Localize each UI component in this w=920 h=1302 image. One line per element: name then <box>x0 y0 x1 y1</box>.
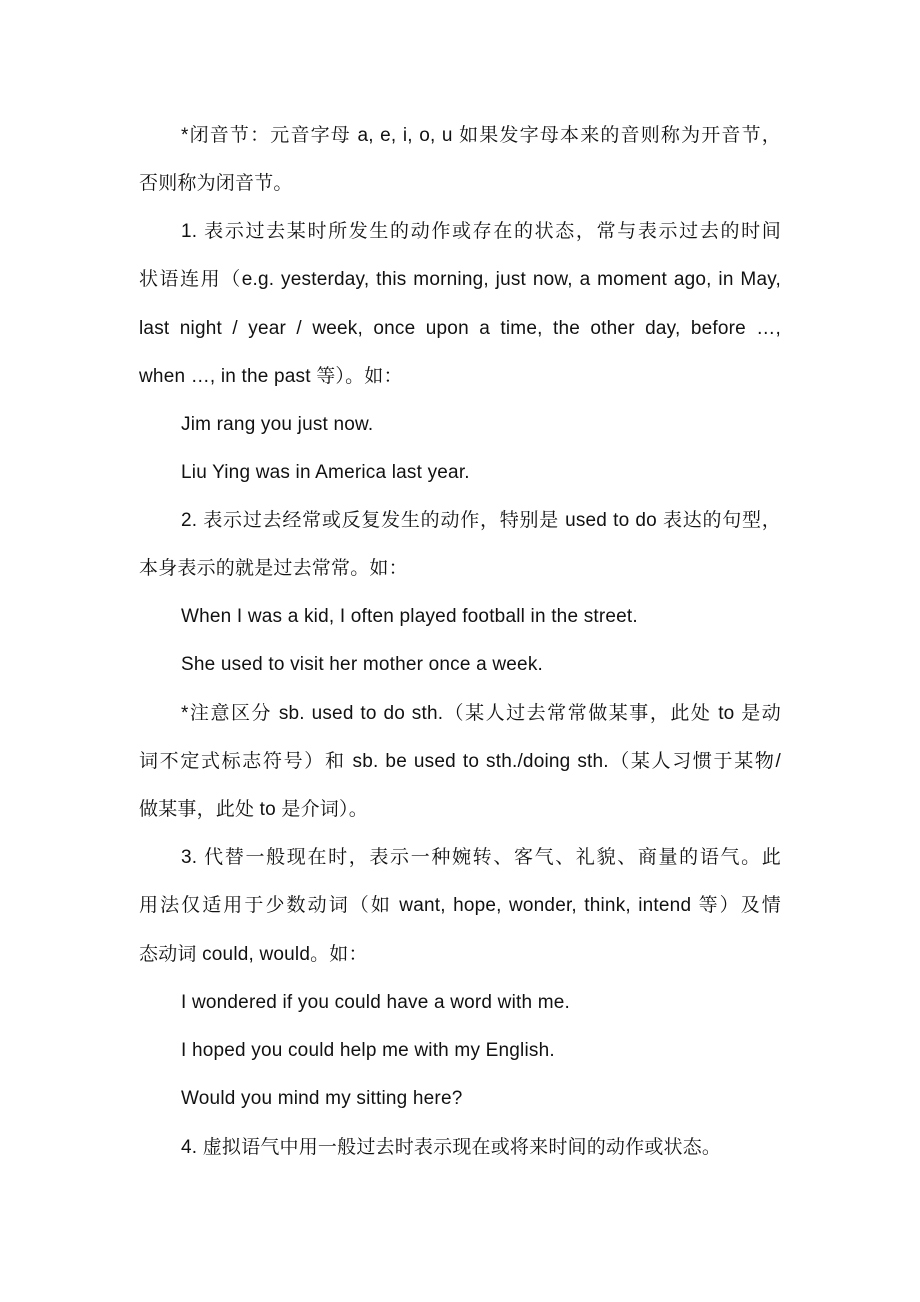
text-line: when …, in the past 等）。如： <box>139 366 403 387</box>
text-line: 4. 虚拟语气中用一般过去时表示现在或将来时间的动作或状态。 <box>181 1137 722 1158</box>
example-sentence: I hoped you could help me with my English. <box>181 1040 555 1061</box>
example-sentence: Liu Ying was in America last year. <box>181 462 470 483</box>
text-line: 本身表示的就是过去常常。如： <box>139 558 408 579</box>
text-line: 3. 代替一般现在时，表示一种婉转、客气、礼貌、商量的语气。此 <box>181 847 781 868</box>
text-line: 状语连用（e.g. yesterday, this morning, just now, a moment ago, in May, <box>139 269 781 290</box>
example-sentence: Would you mind my sitting here? <box>181 1088 463 1109</box>
text-line: 2. 表示过去经常或反复发生的动作，特别是 used to do 表达的句型， <box>181 510 781 531</box>
example-sentence: When I was a kid, I often played football in the street. <box>181 606 638 627</box>
text-line: 否则称为闭音节。 <box>139 173 293 194</box>
text-line: 词不定式标志符号）和 sb. be used to sth./doing sth.（某人习惯于某物/ <box>139 751 781 772</box>
example-sentence: I wondered if you could have a word with me. <box>181 992 571 1013</box>
example-sentence: Jim rang you just now. <box>181 414 374 435</box>
text-line: *注意区分 sb. used to do sth.（某人过去常常做某事，此处 to 是动 <box>181 703 781 724</box>
text-line: last night / year / week, once upon a time, the other day, before …, <box>139 318 781 339</box>
example-sentence: She used to visit her mother once a week. <box>181 654 544 675</box>
text-line: *闭音节：元音字母 a, e, i, o, u 如果发字母本来的音则称为开音节， <box>181 125 781 146</box>
text-line: 1. 表示过去某时所发生的动作或存在的状态，常与表示过去的时间 <box>181 221 781 242</box>
text-line: 做某事，此处 to 是介词）。 <box>139 799 368 820</box>
text-line: 用法仅适用于少数动词（如 want, hope, wonder, think, intend 等）及情 <box>139 895 781 916</box>
text-line: 态动词 could, would。如： <box>139 944 368 965</box>
